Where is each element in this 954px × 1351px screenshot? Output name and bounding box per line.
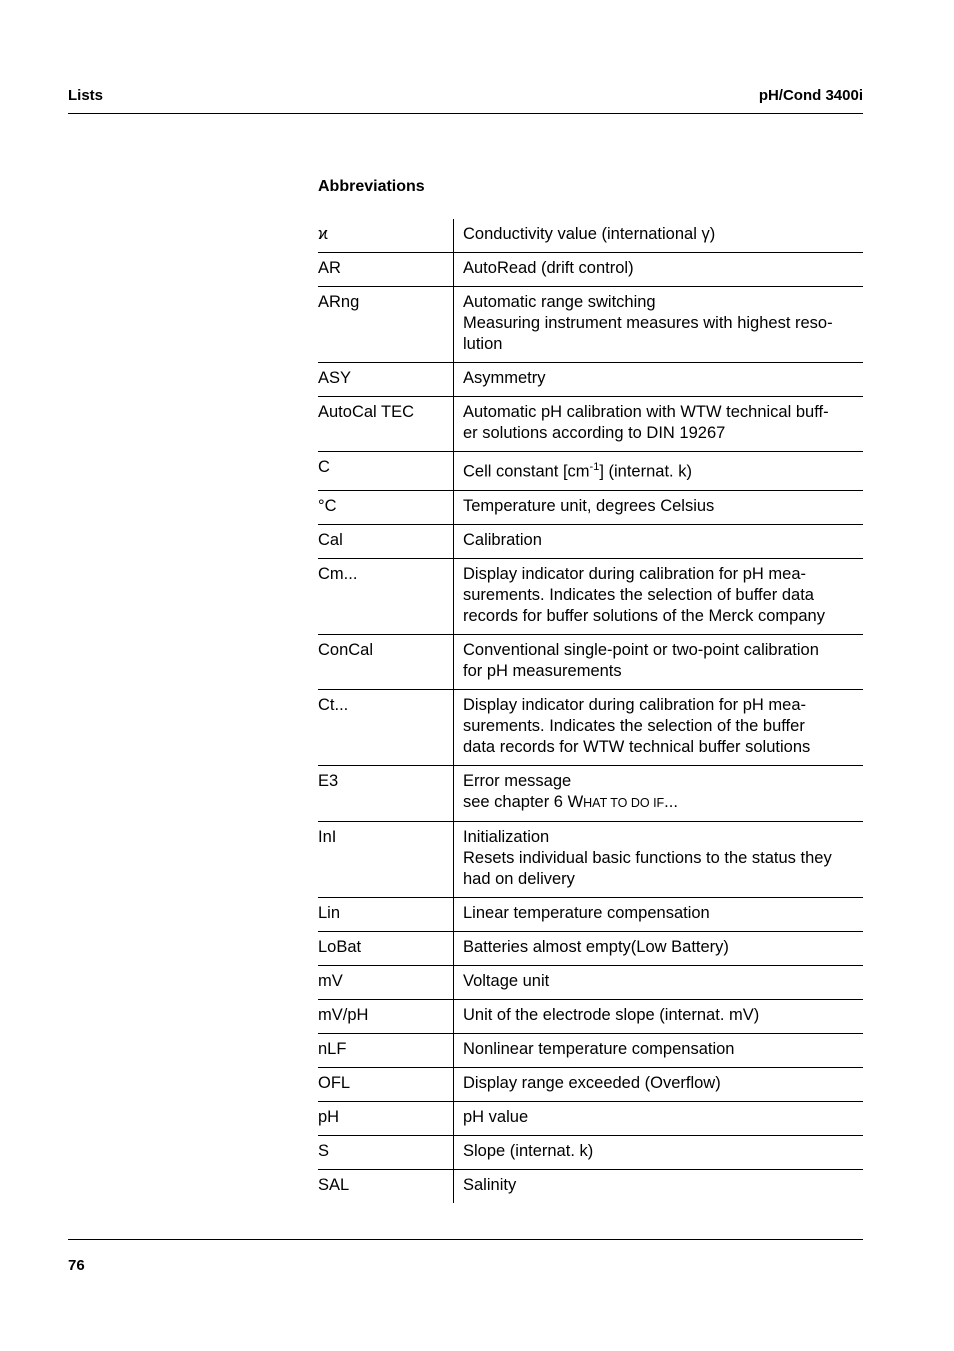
abbreviation-definition [454, 898, 863, 931]
abbreviation-term: mV [318, 966, 454, 999]
abbreviation-term: mV/pH [318, 1000, 454, 1033]
definition-line: Automatic pH calibration with WTW technical buff- [463, 403, 829, 421]
table-row [318, 1136, 863, 1170]
abbreviation-term: C [318, 452, 454, 490]
definition-line: Calibration [463, 530, 542, 549]
table-row [318, 452, 863, 491]
abbreviation-definition [454, 966, 863, 999]
definition-line: data records for WTW technical buffer solutions [463, 737, 811, 756]
definition-line: Linear temperature compensation [463, 903, 710, 922]
table-row [318, 898, 863, 932]
abbreviation-term: nLF [318, 1034, 454, 1067]
abbreviation-term: AR [318, 253, 454, 286]
abbreviation-definition [454, 397, 863, 451]
abbreviation-definition [454, 822, 863, 897]
abbreviation-definition [454, 253, 863, 286]
abbreviation-term: SAL [318, 1170, 454, 1203]
definition-line: Display indicator during calibration for pH mea- [463, 695, 806, 714]
definition-line: Conductivity value (international γ) [463, 225, 716, 243]
table-row [318, 1034, 863, 1068]
table-row [318, 822, 863, 898]
table-row [318, 363, 863, 397]
abbreviation-definition [454, 491, 863, 524]
table-row [318, 635, 863, 690]
abbreviation-term: ϰ [318, 219, 454, 252]
definition-line: er solutions according to DIN 19267 [463, 424, 726, 442]
definition-line: lution [463, 335, 503, 353]
definition-line: surements. Indicates the selection of buffer data [463, 585, 814, 604]
definition-line: Display range exceeded (Overflow) [463, 1073, 721, 1092]
definition-line: Nonlinear temperature compensation [463, 1039, 735, 1058]
abbreviation-definition [454, 766, 863, 821]
table-row [318, 932, 863, 966]
definition-line: records for buffer solutions of the Merck company [463, 606, 825, 625]
table-row [318, 219, 863, 253]
header-rule [68, 113, 863, 114]
table-row [318, 491, 863, 525]
section-title: Abbreviations [318, 178, 425, 195]
definition-line: surements. Indicates the selection of the buffer [463, 716, 805, 735]
abbreviation-term: S [318, 1136, 454, 1169]
table-row [318, 559, 863, 635]
definition-line: for pH measurements [463, 661, 622, 680]
table-row [318, 397, 863, 452]
abbreviation-definition [454, 690, 863, 765]
table-row [318, 1000, 863, 1034]
abbreviations-table [318, 219, 863, 1203]
definition-line: see chapter 6 WHAT TO DO IF... [463, 792, 678, 811]
abbreviation-term: AutoCal TEC [318, 397, 454, 451]
definition-line: Cell constant $[cm^{-1}]$ (internat. k) [463, 461, 692, 481]
definition-line: Display indicator during calibration for pH mea- [463, 564, 806, 583]
abbreviation-definition [454, 1102, 863, 1135]
table-row [318, 1102, 863, 1136]
abbreviation-definition [454, 219, 863, 252]
abbreviation-term: LoBat [318, 932, 454, 965]
definition-line: Automatic range switching [463, 293, 656, 311]
table-row [318, 766, 863, 822]
table-row [318, 253, 863, 287]
definition-line: Resets individual basic functions to the status they [463, 848, 832, 867]
definition-line: Error message [463, 771, 572, 790]
abbreviation-term: Ct... [318, 690, 454, 765]
abbreviation-term: Cm... [318, 559, 454, 634]
definition-line: Conventional single-point or two-point calibration [463, 640, 819, 659]
definition-line: Batteries almost empty(Low Battery) [463, 937, 729, 956]
abbreviation-term: Cal [318, 525, 454, 558]
definition-line: had on delivery [463, 869, 575, 888]
abbreviation-definition [454, 363, 863, 396]
abbreviation-term: ARng [318, 287, 454, 362]
abbreviation-definition [454, 635, 863, 689]
abbreviation-term: E3 [318, 766, 454, 821]
abbreviation-definition [454, 559, 863, 634]
abbreviation-definition [454, 932, 863, 965]
abbreviation-definition [454, 1170, 863, 1203]
table-row [318, 1170, 863, 1203]
definition-line: Slope (internat. k) [463, 1141, 594, 1160]
abbreviation-definition [454, 1034, 863, 1067]
footer-rule [68, 1239, 863, 1240]
definition-line: Initialization [463, 827, 550, 846]
abbreviation-definition [454, 1068, 863, 1101]
table-row [318, 525, 863, 559]
definition-line: pH value [463, 1107, 529, 1126]
abbreviation-term: InI [318, 822, 454, 897]
table-row [318, 1068, 863, 1102]
abbreviation-term: ConCal [318, 635, 454, 689]
page-number: 76 [68, 1257, 85, 1274]
running-header-section: Lists [68, 87, 104, 104]
definition-line: Voltage unit [463, 971, 550, 990]
definition-line: Measuring instrument measures with highest reso- [463, 314, 833, 332]
abbreviation-term: pH [318, 1102, 454, 1135]
abbreviation-definition [454, 287, 863, 362]
definition-line: Asymmetry [463, 369, 546, 387]
abbreviation-term: OFL [318, 1068, 454, 1101]
table-row [318, 690, 863, 766]
abbreviation-definition [454, 525, 863, 558]
definition-line: Unit of the electrode slope (internat. mV) [463, 1005, 760, 1024]
definition-line: AutoRead (drift control) [463, 259, 634, 277]
definition-line: Temperature unit, degrees Celsius [463, 496, 715, 515]
definition-line: Salinity [463, 1175, 517, 1194]
abbreviation-definition [454, 1136, 863, 1169]
abbreviation-definition [454, 1000, 863, 1033]
table-row [318, 287, 863, 363]
abbreviation-definition [454, 452, 863, 490]
abbreviation-term: °C [318, 491, 454, 524]
abbreviation-term: Lin [318, 898, 454, 931]
running-header-product: pH/Cond 3400i [758, 87, 863, 104]
abbreviation-term: ASY [318, 363, 454, 396]
table-row [318, 966, 863, 1000]
